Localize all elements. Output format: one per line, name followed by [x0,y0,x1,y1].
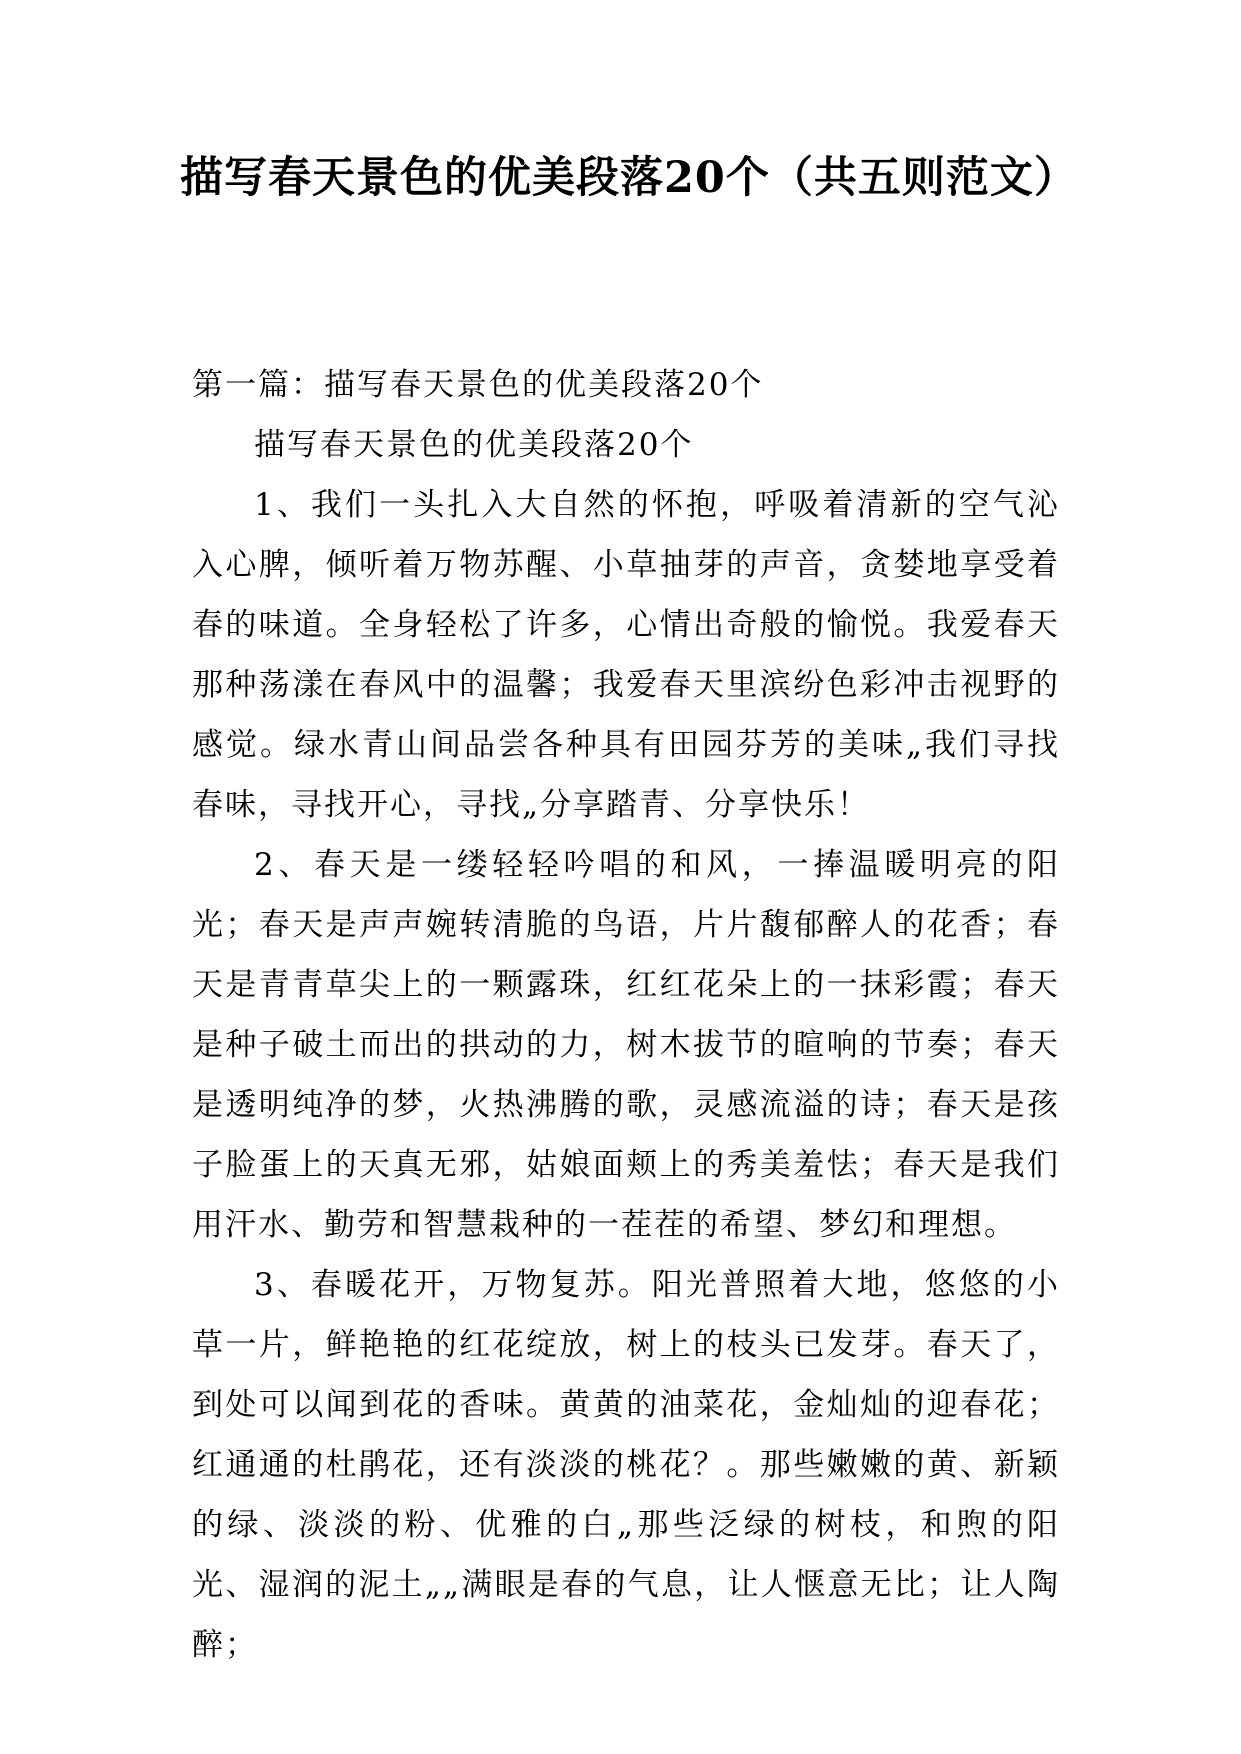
paragraph-2: 2、春天是一缕轻轻吟唱的和风，一捧温暖明亮的阳光；春天是声声婉转清脆的鸟语，片片馥郁醉人的花香；春天是青青草尖上的一颗露珠，红红花朵上的一抹彩霞；春天是种子破土而出的拱动的力，树木拔节的暄响的节奏；春天是透明纯净的梦，火热沸腾的歌，灵感流溢的诗；春天是孩子脸蛋上的天真无邪，姑娘面颊上的秀美羞怯；春天是我们用汗水、勤劳和智慧栽种的一茬茬的希望、梦幻和理想。 [192,847,1060,1243]
paragraph-1: 1、我们一头扎入大自然的怀抱，呼吸着清新的空气沁入心脾，倾听着万物苏醒、小草抽芽的声音，贪婪地享受着春的味道。全身轻松了许多，心情出奇般的愉悦。我爱春天那种荡漾在春风中的温馨；我爱春天里滨纷色彩冲击视野的感觉。绿水青山间品尝各种具有田园芬芳的美味„我们寻找春味，寻找开心，寻找„分享踏青、分享快乐！ [192,487,1060,823]
document-title: 描写春天景色的优美段落20个（共五则范文） [180,153,1078,203]
paragraph-3: 3、春暖花开，万物复苏。阳光普照着大地，悠悠的小草一片，鲜艳艳的红花绽放，树上的枝头已发芽。春天了，到处可以闻到花的香味。黄黄的油菜花，金灿灿的迎春花；红通通的杜鹃花，还有淡淡的桃花？。那些嫩嫩的黄、新颖的绿、淡淡的粉、优雅的白„那些泛绿的树枝，和煦的阳光、湿润的泥土„„满眼是春的气息，让人惬意无比；让人陶醉； [192,1267,1060,1663]
document-body [192,355,1060,1675]
section-heading: 第一篇：描写春天景色的优美段落20个 [192,367,764,403]
section-subtitle: 描写春天景色的优美段落20个 [254,427,694,463]
